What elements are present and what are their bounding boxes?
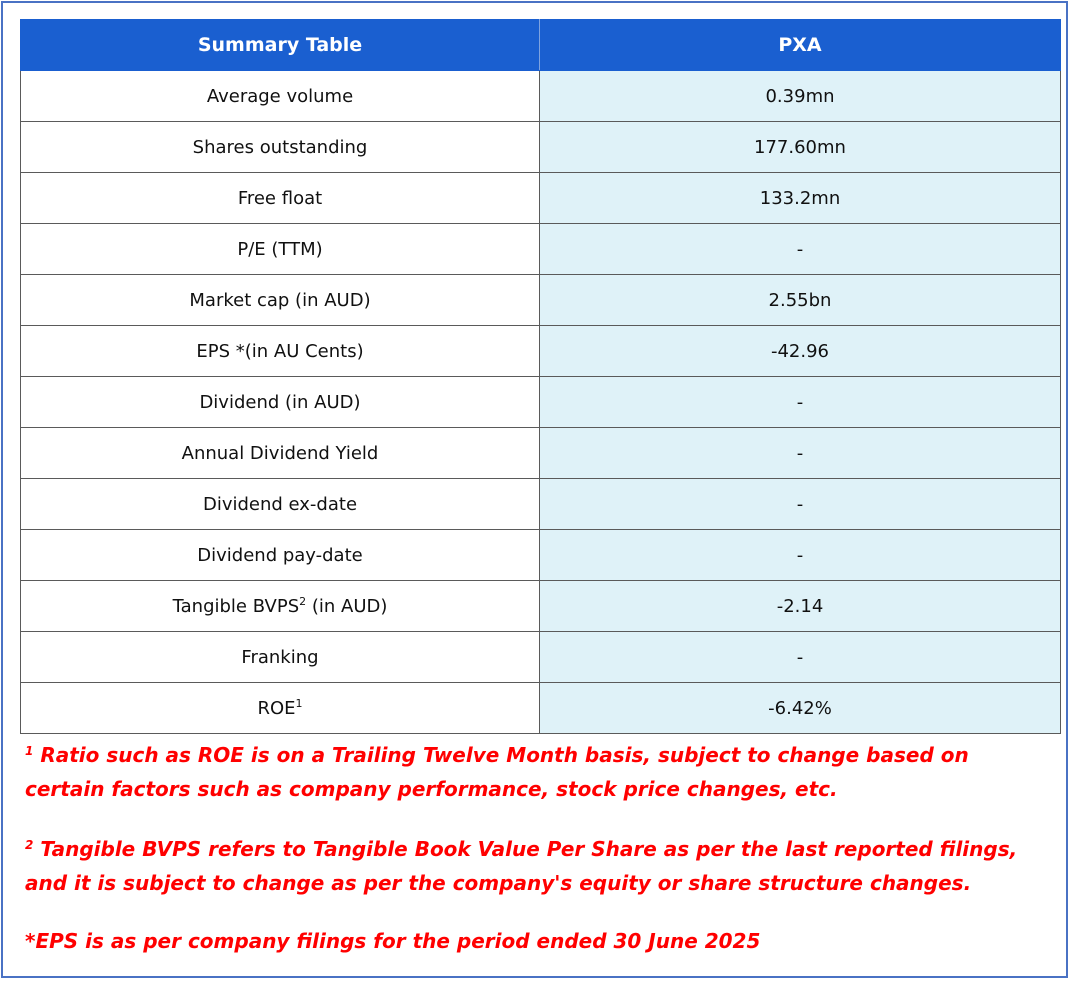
footnote-text: *EPS is as per company filings for the period ended 30 June 2025: [25, 929, 761, 953]
table-row: [21, 326, 1061, 377]
table-row: [21, 581, 1061, 632]
row-label: [21, 632, 540, 683]
row-label: [21, 479, 540, 530]
row-value: 133.2mn: [540, 173, 1061, 224]
footnote-text: Ratio such as ROE is on a Trailing Twelve Month basis, subject to change based on certain factors such as company performance, stock price changes, etc.: [25, 743, 969, 801]
row-label-text: EPS *(in AU Cents): [196, 340, 364, 362]
row-value: -: [540, 632, 1061, 683]
row-value: 0.39mn: [540, 71, 1061, 122]
footnote: [25, 832, 1050, 900]
row-value: -: [540, 377, 1061, 428]
row-label-text: ROE: [257, 698, 296, 719]
footnote: [25, 924, 1050, 958]
footnote-marker: 1: [295, 697, 303, 710]
row-value: -: [540, 428, 1061, 479]
row-label-text: Shares outstanding: [192, 136, 368, 158]
table-row: [21, 632, 1061, 683]
row-label: [21, 683, 540, 734]
row-value: -6.42%: [540, 683, 1061, 734]
header-label-column: Summary Table: [21, 20, 540, 71]
row-label: [21, 377, 540, 428]
summary-panel: [1, 1, 1068, 978]
row-label: [21, 173, 540, 224]
row-label-text: Dividend ex-date: [202, 493, 358, 515]
row-value: -2.14: [540, 581, 1061, 632]
row-label: [21, 581, 540, 632]
row-label-text: Annual Dividend Yield: [181, 442, 379, 464]
summary-table: [20, 19, 1061, 734]
row-value: 177.60mn: [540, 122, 1061, 173]
table-row: [21, 428, 1061, 479]
row-label-text: Franking: [241, 646, 319, 668]
table-row: [21, 224, 1061, 275]
table-row: [21, 122, 1061, 173]
row-label-text: P/E (TTM): [237, 238, 323, 260]
row-label: [21, 326, 540, 377]
row-label: [21, 530, 540, 581]
row-label-text: Free float: [237, 187, 323, 209]
footnote-marker: 1: [25, 744, 34, 758]
row-label: [21, 71, 540, 122]
row-label-text: Dividend (in AUD): [199, 391, 361, 413]
table-row: [21, 377, 1061, 428]
row-value: 2.55bn: [540, 275, 1061, 326]
footnote: [25, 738, 1050, 806]
table-row: [21, 479, 1061, 530]
table-row: [21, 71, 1061, 122]
row-label: [21, 275, 540, 326]
header-ticker-column: PXA: [540, 20, 1061, 71]
row-label: [21, 224, 540, 275]
table-row: [21, 530, 1061, 581]
row-label-text: Market cap (in AUD): [189, 289, 371, 311]
row-value: -: [540, 224, 1061, 275]
table-row: [21, 683, 1061, 734]
table-row: [21, 173, 1061, 224]
footnote-marker: 2: [25, 838, 34, 852]
footnote-text: Tangible BVPS refers to Tangible Book Value Per Share as per the last reported filings, and it is subject to change as per the company's equity or share structure changes.: [25, 837, 1018, 895]
footnotes: [25, 738, 1050, 984]
row-label-text: Average volume: [206, 85, 354, 107]
row-label-suffix: (in AUD): [306, 596, 388, 617]
footnote-marker: 2: [299, 595, 307, 608]
table-row: [21, 275, 1061, 326]
table-header-row: [21, 20, 1061, 71]
row-value: -42.96: [540, 326, 1061, 377]
row-label-text: Tangible BVPS: [172, 596, 300, 617]
row-value: -: [540, 479, 1061, 530]
row-label: [21, 428, 540, 479]
row-label: [21, 122, 540, 173]
row-label-text: Dividend pay-date: [197, 544, 363, 566]
table-body: [21, 71, 1061, 734]
row-value: -: [540, 530, 1061, 581]
